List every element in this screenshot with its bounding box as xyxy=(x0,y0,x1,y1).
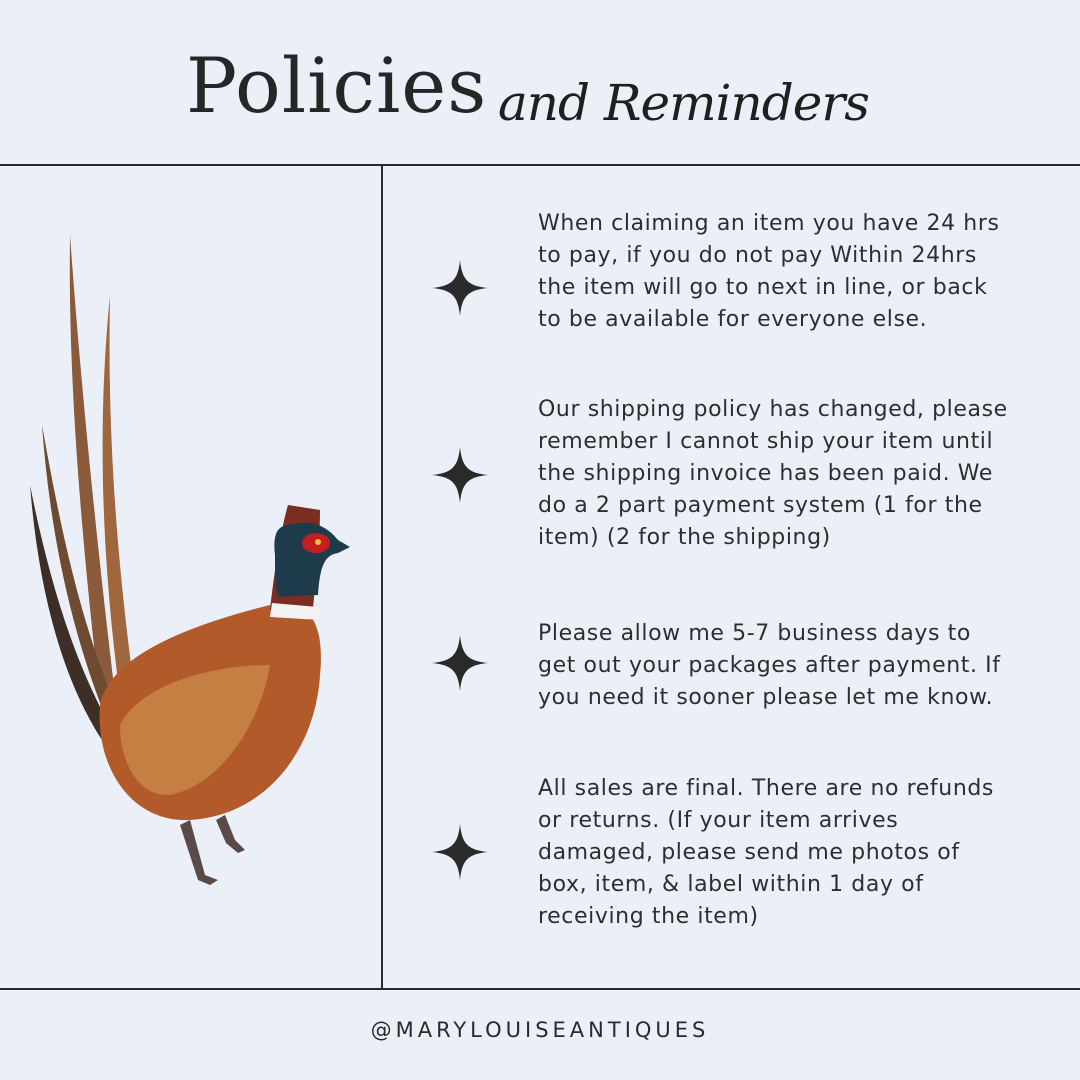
policy-text: When claiming an item you have 24 hrs to pay, if you do not pay Within 24hrs the item will go to next in line, or back to be available for everyone else. xyxy=(538,211,1000,332)
title-script-subtitle: and Reminders xyxy=(498,74,869,132)
policy-item xyxy=(430,773,1030,933)
page-title: Policies xyxy=(186,41,488,130)
four-point-star-icon xyxy=(430,822,490,882)
vertical-divider xyxy=(381,166,383,988)
policy-text: Please allow me 5-7 business days to get out your packages after payment. If you need it sooner please let me know. xyxy=(538,621,1001,710)
pheasant-illustration xyxy=(20,225,360,895)
bottom-divider xyxy=(0,988,1080,990)
policy-text: Our shipping policy has changed, please remember I cannot ship your item until the shipping invoice has been paid. We do a 2 part payment system (1 for the item) (2 for the shipping) xyxy=(538,397,1008,550)
four-point-star-icon xyxy=(430,633,490,693)
top-divider xyxy=(0,164,1080,166)
four-point-star-icon xyxy=(430,258,490,318)
policy-text: All sales are final. There are no refunds or returns. (If your item arrives damaged, please send me photos of box, item, & label within 1 day of receiving the item) xyxy=(538,776,994,929)
policy-item xyxy=(430,618,1030,746)
four-point-star-icon xyxy=(430,445,490,505)
policy-item xyxy=(430,394,1030,586)
policy-item xyxy=(430,208,1030,368)
social-handle: @MARYLOUISEANTIQUES xyxy=(370,1018,710,1042)
